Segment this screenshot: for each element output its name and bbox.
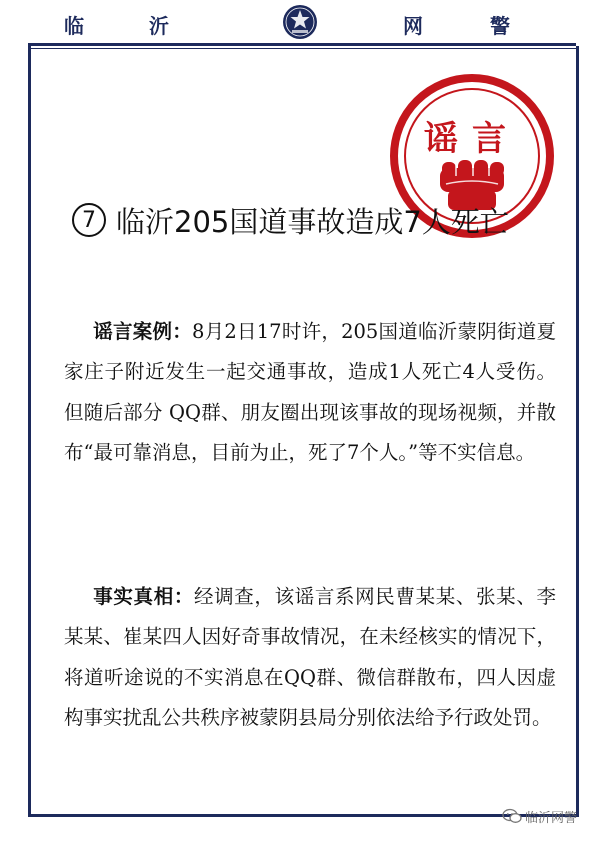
rumor-case-paragraph: [64, 312, 556, 474]
title-text: 临沂205国道事故造成7人死亡: [116, 204, 509, 239]
page-title: [72, 200, 552, 240]
rumor-case-label: 谣言案例：: [93, 319, 192, 343]
wechat-icon: [502, 808, 522, 824]
fact-paragraph: [64, 577, 556, 739]
fact-label: 事实真相：: [93, 584, 194, 608]
watermark-text: 临沂网警: [525, 810, 578, 826]
watermark: [502, 804, 577, 828]
header-char: 临: [64, 14, 84, 38]
title-number: 7: [72, 203, 106, 237]
header-char: 警: [490, 14, 510, 38]
fact-text: 经调查，该谣言系网民曹某某、张某、李某某、崔某四人因好奇事故情况，在未经核实的情况下，将道听途说的不实消息在QQ群、微信群散布，四人因虚构事实扰乱公共秩序被蒙阴县局分别依法给予行政处罚。: [64, 584, 556, 729]
header-char: 网: [403, 14, 423, 38]
rumor-case-text: 8月2日17时许，205国道临沂蒙阴街道夏家庄子附近发生一起交通事故，造成1人死亡4人受伤。但随后部分 QQ群、朋友圈出现该事故的现场视频，并散布“最可靠消息，目前为止，死了7个人。”等不实信息。: [64, 319, 556, 464]
header-char: 沂: [149, 14, 169, 38]
police-badge-icon: [282, 4, 318, 40]
header: [0, 0, 600, 46]
stamp-text: 谣言: [424, 119, 520, 159]
